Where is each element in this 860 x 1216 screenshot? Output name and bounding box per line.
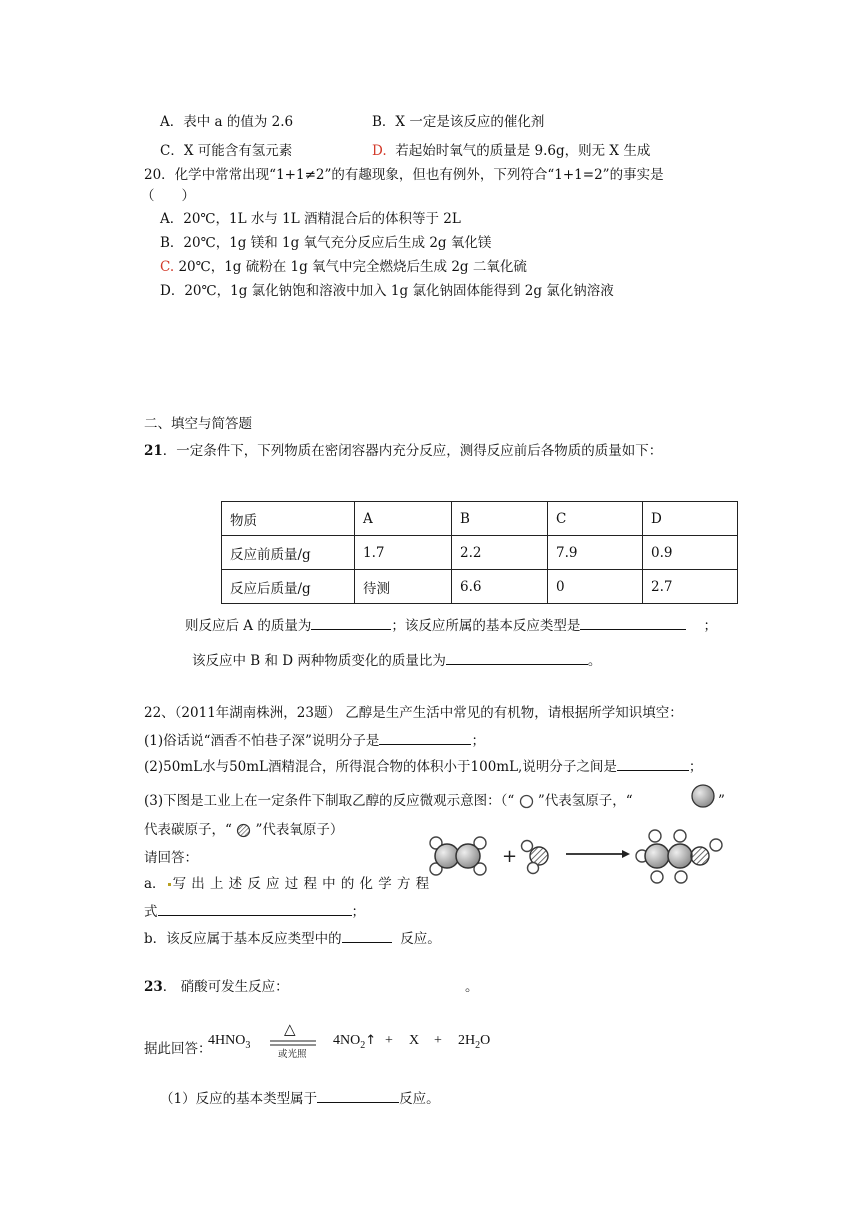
q19-option-d-letter: D. — [372, 143, 387, 159]
q22-part3-line2-text-b: ”代表氧原子） — [255, 822, 344, 838]
oxygen-atom-icon — [236, 823, 251, 838]
q22-a-text: 写出上述反应过程中的化学方程 — [172, 876, 435, 892]
table-cell: 0 — [548, 570, 643, 604]
q23-part1-end: 反应。 — [399, 1091, 440, 1107]
eq-reactant-sub: 3 — [245, 1039, 251, 1051]
table-row — [222, 536, 738, 570]
q20-option-c-text: 20℃，1g 硫粉在 1g 氧气中完全燃烧后生成 2g 二氧化硫 — [178, 259, 527, 275]
q19-option-d-text: 若起始时氧气的质量是 9.6g，则无 X 生成 — [395, 143, 651, 159]
table-cell: 物质 — [222, 502, 355, 536]
q21-line2-text-a: 该反应中 B 和 D 两种物质变化的质量比为 — [192, 653, 446, 669]
gas-arrow-icon: ↑ — [365, 1033, 377, 1048]
q22-part3-text-a: (3)下图是工业上在一定条件下制取乙醇的反应微观示意图：（“ — [144, 793, 515, 809]
table-cell: 6.6 — [452, 570, 548, 604]
eq-product-no2 — [333, 1033, 376, 1051]
q21-line2 — [192, 650, 601, 670]
q22-a-end: ； — [351, 904, 365, 920]
q22-question-b — [144, 928, 441, 948]
eq-condition-heat: △ — [284, 1022, 296, 1038]
table-cell: 反应前质量/g — [222, 536, 355, 570]
q23-blank-reaction-type[interactable] — [317, 1088, 399, 1103]
mass-table — [221, 501, 738, 604]
bullet-dot — [168, 883, 171, 886]
q23-stem — [144, 978, 289, 996]
q19-option-d — [372, 142, 650, 160]
q20-paren: （ ） — [141, 188, 195, 204]
eq-water-sub: 2 — [475, 1039, 481, 1051]
q21-line1-text-a: 则反应后 A 的质量为 — [185, 618, 312, 634]
q22-part1-end: ； — [471, 733, 485, 749]
water-molecule — [522, 841, 549, 874]
eq-water-text: 2H — [458, 1033, 476, 1048]
eq-no2-sub: 2 — [360, 1039, 366, 1051]
table-cell: 0.9 — [643, 536, 738, 570]
q20-stem: 20．化学中常常出现“1+1≠2”的有趣现象，但也有例外，下列符合“1+1=2”的事实是 — [144, 167, 664, 183]
q22-part1-text: (1)俗话说“酒香不怕巷子深”说明分子是 — [144, 733, 380, 749]
eq-no2-text: 4NO — [333, 1033, 361, 1048]
hydrogen-atom-icon — [519, 794, 534, 809]
reaction-arrow — [566, 850, 630, 858]
q23-part1-text: （1）反应的基本类型属于 — [160, 1091, 318, 1107]
q21-stem — [144, 442, 662, 460]
q22-part2-end: ； — [688, 759, 703, 775]
q22-blank-part2[interactable] — [617, 756, 689, 771]
q22-a-prefix: a． — [144, 876, 166, 892]
eq-plus-1: + — [385, 1033, 393, 1048]
q21-line1-text-b: ；该反应所属的基本反应类型是 — [391, 618, 581, 634]
eq-water-end: O — [480, 1033, 491, 1048]
q22-ask: 请回答： — [144, 850, 198, 866]
q22-part2-text: (2)50mL水与50mL酒精混合，所得混合物的体积小于100mL,说明分子之间是 — [144, 759, 617, 775]
q22-b-text: b．该反应属于基本反应类型中的 — [144, 931, 342, 947]
q22-part1 — [144, 730, 485, 750]
q23-stem-text: ． 硝酸可发生反应： — [162, 979, 289, 995]
table-header-row — [222, 502, 738, 536]
q21-blank-reaction-type[interactable] — [580, 615, 686, 630]
q19-option-a: A．表中 a 的值为 2.6 — [160, 114, 294, 130]
eq-condition-light: 或光照 — [278, 1049, 307, 1060]
q22-part3 — [144, 792, 703, 810]
q20-option-b: B．20℃，1g 镁和 1g 氧气充分反应后生成 2g 氧化镁 — [160, 235, 492, 251]
q22-question-a-line2 — [144, 901, 365, 921]
q20-option-d: D．20℃，1g 氯化钠饱和溶液中加入 1g 氯化钠固体能得到 2g 氯化钠溶液 — [160, 283, 614, 299]
eq-product-water — [458, 1033, 490, 1051]
q22-part3-end: ” — [718, 793, 725, 809]
ethanol-molecule — [636, 830, 722, 883]
eq-plus-2: + — [434, 1033, 442, 1048]
q21-blank-mass-a[interactable] — [311, 615, 391, 630]
q22-part3-text-b: ”代表氢原子，“ — [537, 793, 633, 809]
q21-line1-text-c: ； — [703, 618, 718, 634]
q21-stem-text: ．一定条件下，下列物质在密闭容器内充分反应，测得反应前后各物质的质量如下： — [162, 443, 663, 459]
section-title: 二、填空与简答题 — [144, 416, 252, 432]
q22-part2 — [144, 756, 702, 776]
ethylene-molecule — [430, 837, 486, 875]
table-cell: 7.9 — [548, 536, 643, 570]
table-row — [222, 570, 738, 604]
q21-line1 — [185, 615, 717, 635]
table-cell: A — [355, 502, 452, 536]
q22-part3-line2 — [144, 821, 343, 839]
q20-option-c — [160, 258, 527, 276]
q22-stem: 22、（2011年湖南株洲，23题） 乙醇是生产生活中常见的有机物，请根据所学知识填空： — [144, 705, 683, 721]
table-cell: B — [452, 502, 548, 536]
q23-stem-end: 。 — [465, 979, 479, 995]
eq-product-x: X — [409, 1033, 420, 1048]
eq-reactant — [208, 1033, 250, 1051]
q22-a-line2-text: 式 — [144, 904, 158, 920]
q19-option-b: B．X 一定是该反应的催化剂 — [372, 114, 545, 130]
q23-number: 23 — [144, 979, 163, 995]
q22-blank-equation[interactable] — [158, 901, 352, 916]
reaction-diagram — [426, 823, 736, 889]
q23-answer-label: 据此回答： — [144, 1041, 212, 1057]
q21-number: 21 — [144, 443, 163, 459]
nitric-acid-equation — [208, 1022, 508, 1062]
q23-part1 — [160, 1088, 440, 1108]
carbon-atom-icon — [690, 783, 716, 809]
q22-question-a — [144, 875, 434, 893]
table-cell: 待测 — [355, 570, 452, 604]
table-cell: 1.7 — [355, 536, 452, 570]
table-cell: C — [548, 502, 643, 536]
q20-option-a: A．20℃，1L 水与 1L 酒精混合后的体积等于 2L — [160, 211, 461, 227]
q20-option-c-letter: C. — [160, 259, 175, 275]
q22-b-end: 反应。 — [400, 931, 441, 947]
table-cell: 反应后质量/g — [222, 570, 355, 604]
table-cell: D — [643, 502, 738, 536]
eq-reactant-text: 4HNO — [208, 1033, 246, 1048]
q21-line2-text-b: 。 — [587, 653, 602, 669]
table-cell: 2.2 — [452, 536, 548, 570]
table-cell: 2.7 — [643, 570, 738, 604]
q22-blank-reaction-type[interactable] — [342, 928, 392, 943]
q21-blank-mass-ratio[interactable] — [446, 650, 588, 665]
q22-blank-part1[interactable] — [379, 730, 471, 745]
q19-option-c: C．X 可能含有氢元素 — [160, 143, 293, 159]
plus-sign: + — [502, 846, 518, 867]
q22-part3-line2-text-a: 代表碳原子，“ — [144, 822, 232, 838]
